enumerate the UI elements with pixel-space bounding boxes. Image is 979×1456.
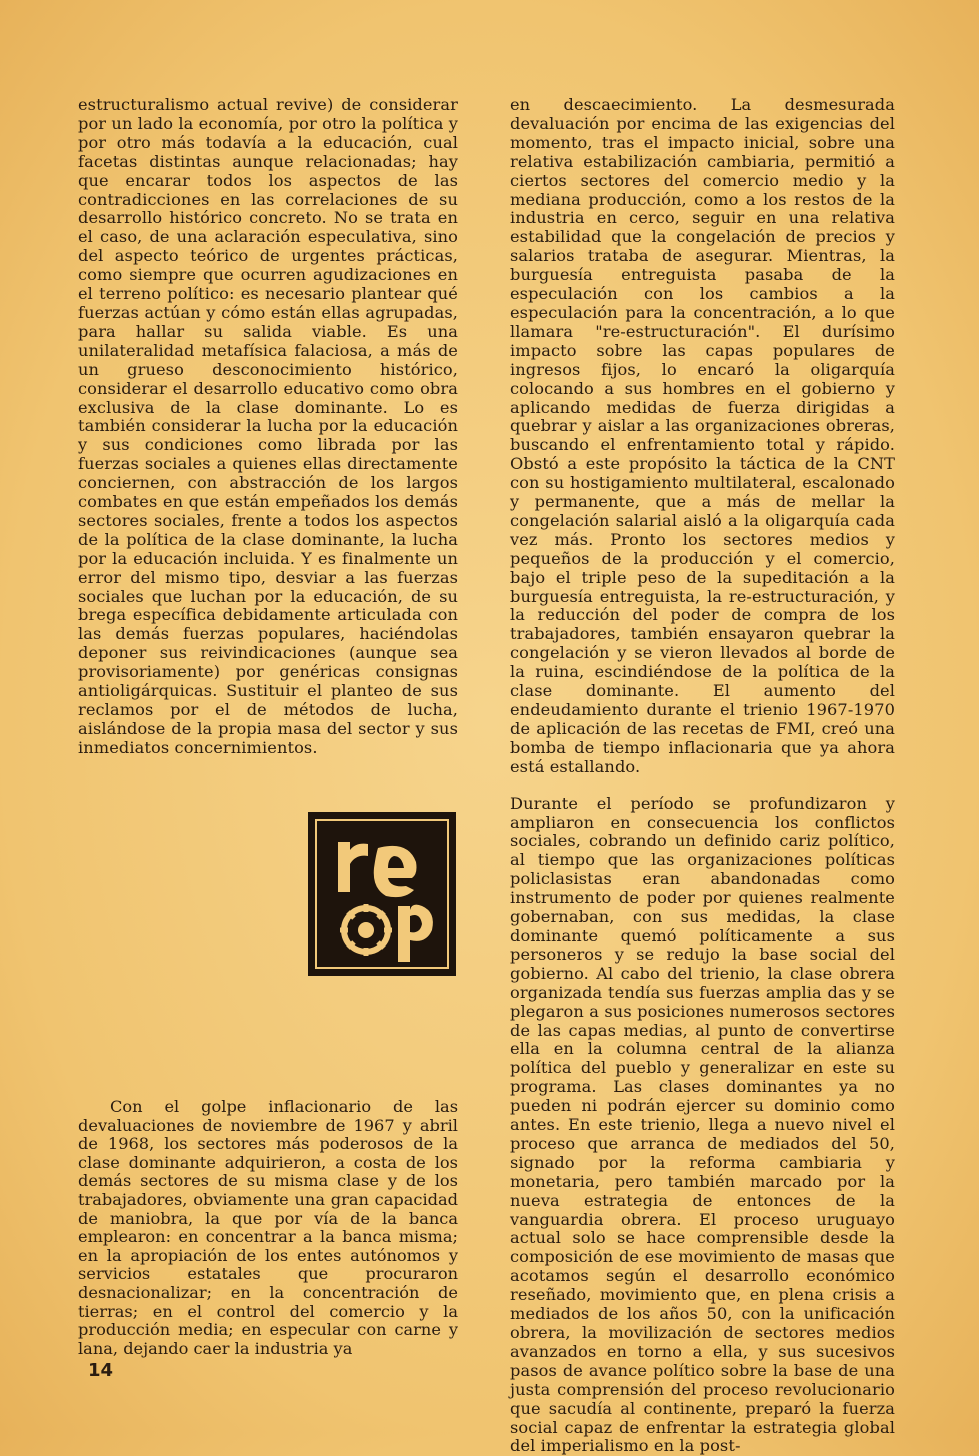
right-column-paragraph-2: Durante el período se profundizaron y ampliaron en consecuencia los conflictos sociales, cobrando un definido cariz político, al tiempo que las organizaciones políticas policlasistas eran abandonadas como instrumento de poder por quienes realmente gobernaban, con sus medidas, la clase dominante quemó políticamente a sus personeros y se redujo la base social del gobierno. Al cabo del trienio, la clase obrera organizada tendía sus fuerzas amplia das y se plegaron a sus posiciones numerosos sectores de las capas medias, al punto de convertirse ella en la columna central de la alianza política del pueblo y generalizar en este su programa. Las clases dominantes ya no pueden ni podrán ejercer su dominio como antes. En este trienio, llega a nuevo nivel el proceso que arranca de mediados del 50, signado por la reforma cambiaria y monetaria, pero también marcado por la nueva estrategia de entonces de la vanguardia obrera. El proceso uruguayo actual solo se hace comprensible desde la composición de ese movimiento de masas que acotamos según el desarrollo económico reseñado, movimiento que, en plena crisis a mediados de los años 50, con la unificación obrera, la movilización de sectores medios avanzados en torno a ella, y sus sucesivos pasos de avance político sobre la base de una justa comprensión del proceso revolucionario que sacudía al continente, preparó la fuerza social capaz de enfrentar la estrategia global del imperialismo en la post- (510, 793, 895, 1456)
left-column-bottom (78, 1098, 458, 1358)
right-column-paragraph-1: en descaecimiento. La desmesurada devaluación por encima de las exigencias del momento, tras el impacto inicial, sobre una relativa estabilización cambiaria, permitió a ciertos sectores del comercio medio y la mediana producción, como a los restos de la industria en cerco, seguir en una relativa estabilidad que la congelación de precios y salarios trataba de asegurar. Mientras, la burguesía entreguista pasaba de la especulación con los cambios a la especulación para la concentración, a lo que llamara "re-estructuración". El durísimo impacto sobre las capas populares de ingresos fijos, lo encaró la oligarquía colocando a sus hombres en el gobierno y aplicando medidas de fuerza dirigidas a quebrar y aislar a las organizaciones obreras, buscando el enfrentamiento total y rápido. Obstó a este propósito la táctica de la CNT con su hostigamiento multilateral, escalonado y permanente, que a más de mellar la congelación salarial aisló a la oligarquía cada vez más. Pronto los sectores medios y pequeños de la producción y el comercio, bajo el triple peso de la supeditación a la burguesía entreguista, la re-estructuración, y la reducción del poder de compra de los trabajadores, también ensayaron quebrar la congelación y se vieron llevados al borde de la ruina, escindiéndose de la política de la clase dominante. El aumento del endeudamiento durante el trienio 1967-1970 de aplicación de las recetas de FMI, creó una bomba de tiempo inflacionaria que ya ahora está estallando. (510, 95, 895, 776)
rep-logo-icon (308, 812, 456, 976)
left-column-paragraph: estructuralismo actual revive) de considerar por un lado la economía, por otro la política y por otro más todavía a la educación, cual facetas distintas aunque relacionadas; hay que encarar todos los aspectos de las contradicciones en las correlaciones de su desarrollo histórico concreto. No se trata en el caso, de una aclaración especulativa, sino del aspecto teórico de urgentes prácticas, como siempre que ocurren agudizaciones en el terreno político: es necesario plantear qué fuerzas actúan y cómo están ellas agrupadas, para hallar su salida viable. Es una unilateralidad metafísica falaciosa, a más de un grueso desconocimiento histórico, considerar el desarrollo educativo como obra exclusiva de la clase dominante. Lo es también considerar la lucha por la educación y sus condiciones como librada por las fuerzas sociales a quienes ellas directamente conciernen, con abstracción de los largos combates en que están empeñados los demás sectores sociales, frente a todos los aspectos de la política de la clase dominante, la lucha por la educación incluida. Y es finalmente un error del mismo tipo, desviar a las fuerzas sociales que luchan por la educación, de su brega específica debidamente articulada con las demás fuerzas populares, haciéndolas deponer sus reivindicaciones (aunque sea provisoriamente) por genéricas consignas antioligárquicas. Sustituir el planteo de sus reclamos por el de métodos de lucha, aislándose de la propia masa del sector y sus inmediatos concernimientos. (78, 95, 458, 757)
rep-logo (308, 812, 456, 976)
right-column (510, 96, 895, 1456)
left-bottom-paragraph: Con el golpe inflacionario de las devaluaciones de noviembre de 1967 y abril de 1968, los sectores más poderosos de la clase dominante adquirieron, a costa de los demás sectores de su misma clase y de los trabajadores, obviamente una gran capacidad de maniobra, la que por vía de la banca emplearon: en concentrar a la banca misma; en la apropiación de los entes autónomos y servicios estatales que procuraron desnacionalizar; en la concentración de tierras; en el control del comercio y la producción media; en especular con carne y lana, dejando caer la industria ya (78, 1097, 458, 1358)
left-column (78, 96, 458, 758)
page-number: 14 (88, 1360, 114, 1381)
